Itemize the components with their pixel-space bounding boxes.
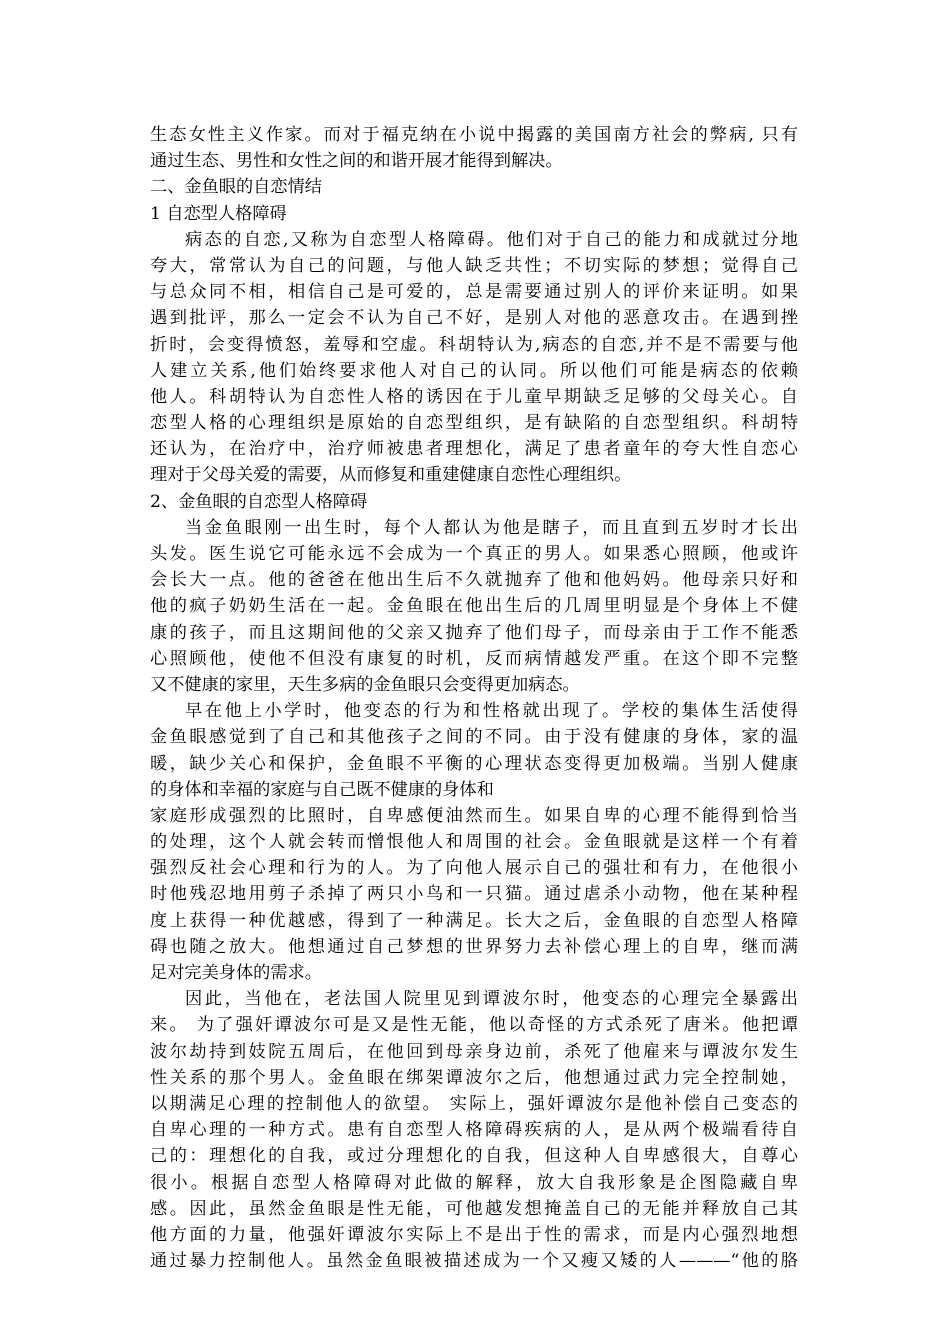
text-line: 会长大一点。他的爸爸在他出生后不久就抛弃了他和他妈妈。他母亲只好和	[150, 570, 798, 591]
text-line: 很小。根据自恋型人格障碍对此做的解释，放大自我形象是企图隐藏自卑	[150, 1172, 798, 1193]
text-line: 生态女性主义作家。而对于福克纳在小说中揭露的美国南方社会的弊病, 只有	[150, 125, 798, 145]
text-line: 的身体和幸福的家庭与自己既不健康的身体和	[150, 779, 494, 800]
text-line: 康的孩子，而且这期间他的父亲又抛弃了他们母子，而母亲由于工作不能悉	[150, 622, 798, 643]
text-line: 金鱼眼感觉到了自己和其他孩子之间的不同。由于没有健康的身体，家的温	[150, 727, 798, 748]
text-line: 强烈反社会心理和行为的人。为了向他人展示自己的强壮和有力，在他很小	[150, 858, 798, 879]
text-line: 家庭形成强烈的比照时，自卑感便油然而生。如果自卑的心理不能得到恰当	[150, 805, 798, 826]
text-line: 因此，当他在，老法国人院里见到谭波尔时，他变态的心理完全暴露出	[185, 989, 798, 1010]
document-page	[150, 122, 798, 1274]
text-line: 足对完美身体的需求。	[150, 963, 322, 983]
text-line: 折时，会变得愤怒，羞辱和空虚。科胡特认为,病态的自恋,并不是不需要与他	[150, 334, 798, 355]
text-line: 感。因此，虽然金鱼眼是性无能，可他越发想掩盖自己的无能并释放自己其	[150, 1198, 798, 1219]
text-line: 通过暴力控制他人。虽然金鱼眼被描述成为一个又瘦又矮的人———“他的胳	[150, 1251, 798, 1272]
text-line: 他方面的力量，他强奸谭波尔实际上不是出于性的需求，而是内心强烈地想	[150, 1224, 798, 1245]
text-line: 又不健康的家里，天生多病的金鱼眼只会变得更加病态。	[150, 674, 580, 695]
text-line: 度上获得一种优越感，得到了一种满足。长大之后，金鱼眼的自恋型人格障	[150, 910, 798, 931]
text-line: 来。 为了强奸谭波尔可是又是性无能，他以奇怪的方式杀死了唐米。他把谭	[150, 1015, 798, 1036]
text-line: 病态的自恋,又称为自恋型人格障碍。他们对于自己的能力和成就过分地	[185, 229, 798, 250]
text-line: 暖，缺少关心和保护，金鱼眼不平衡的心理状态变得更加极端。当别人健康	[150, 753, 798, 774]
text-line: 性关系的那个男人。金鱼眼在绑架谭波尔之后，他想通过武力完全控制她，	[150, 1067, 798, 1088]
text-line: 二、金鱼眼的自恋情结	[150, 177, 322, 198]
text-line: 他人。科胡特认为自恋性人格的诱因在于儿童早期缺乏足够的父母关心。自	[150, 386, 798, 407]
text-line: 1 自恋型人格障碍	[150, 203, 287, 224]
text-line: 人建立关系,他们始终要求他人对自己的认同。所以他们可能是病态的依赖	[150, 360, 798, 381]
text-line: 当金鱼眼刚一出生时，每个人都认为他是瞎子，而且直到五岁时才长出	[185, 517, 798, 538]
text-line: 心照顾他，使他不但没有康复的时机，反而病情越发严重。在这个即不完整	[150, 648, 798, 669]
text-line: 以期满足心理的控制他人的欲望。 实际上，强奸谭波尔是他补偿自己变态的	[150, 1093, 798, 1114]
text-line: 的处理，这个人就会转而憎恨他人和周围的社会。金鱼眼就是这样一个有着	[150, 832, 798, 853]
text-line: 与总众同不相，相信自己是可爱的，总是需要通过别人的评价来证明。如果	[150, 282, 798, 303]
text-line: 理对于父母关爱的需要，从而修复和重建健康自恋性心理组织。	[150, 465, 632, 486]
text-line: 头发。医生说它可能永远不会成为一个真正的男人。如果悉心照顾，他或许	[150, 544, 798, 564]
text-line: 恋型人格的心理组织是原始的自恋型组织，是有缺陷的自恋型组织。科胡特	[150, 413, 798, 434]
text-line: 他的疯子奶奶生活在一起。金鱼眼在他出生后的几周里明显是个身体上不健	[150, 596, 798, 617]
text-line: 早在他上小学时，他变态的行为和性格就出现了。学校的集体生活使得	[185, 701, 798, 722]
text-line: 己的：理想化的自我，或过分理想化的自我，但这种人自卑感很大，自尊心	[150, 1146, 798, 1167]
text-line: 通过生态、男性和女性之间的和谐开展才能得到解决。	[150, 151, 563, 172]
text-line: 时他残忍地用剪子杀掉了两只小鸟和一只猫。通过虐杀小动物，他在某种程	[150, 884, 798, 905]
text-line: 自卑心理的一种方式。患有自恋型人格障碍疾病的人，是从两个极端看待自	[150, 1120, 798, 1141]
text-line: 碍也随之放大。他想通过自己梦想的世界努力去补偿心理上的自卑，继而满	[150, 936, 798, 957]
text-line: 夸大，常常认为自己的问题，与他人缺乏共性；不切实际的梦想；觉得自己	[150, 255, 798, 276]
text-line: 2、金鱼眼的自恋型人格障碍	[150, 491, 368, 512]
text-line: 遇到批评，那么一定会不认为自己不好，是别人对他的恶意攻击。在遇到挫	[150, 308, 798, 329]
text-line: 还认为，在治疗中，治疗师被患者理想化，满足了患者童年的夸大性自恋心	[150, 439, 798, 460]
text-line: 波尔劫持到妓院五周后，在他回到母亲身边前，杀死了他雇来与谭波尔发生	[150, 1041, 798, 1062]
